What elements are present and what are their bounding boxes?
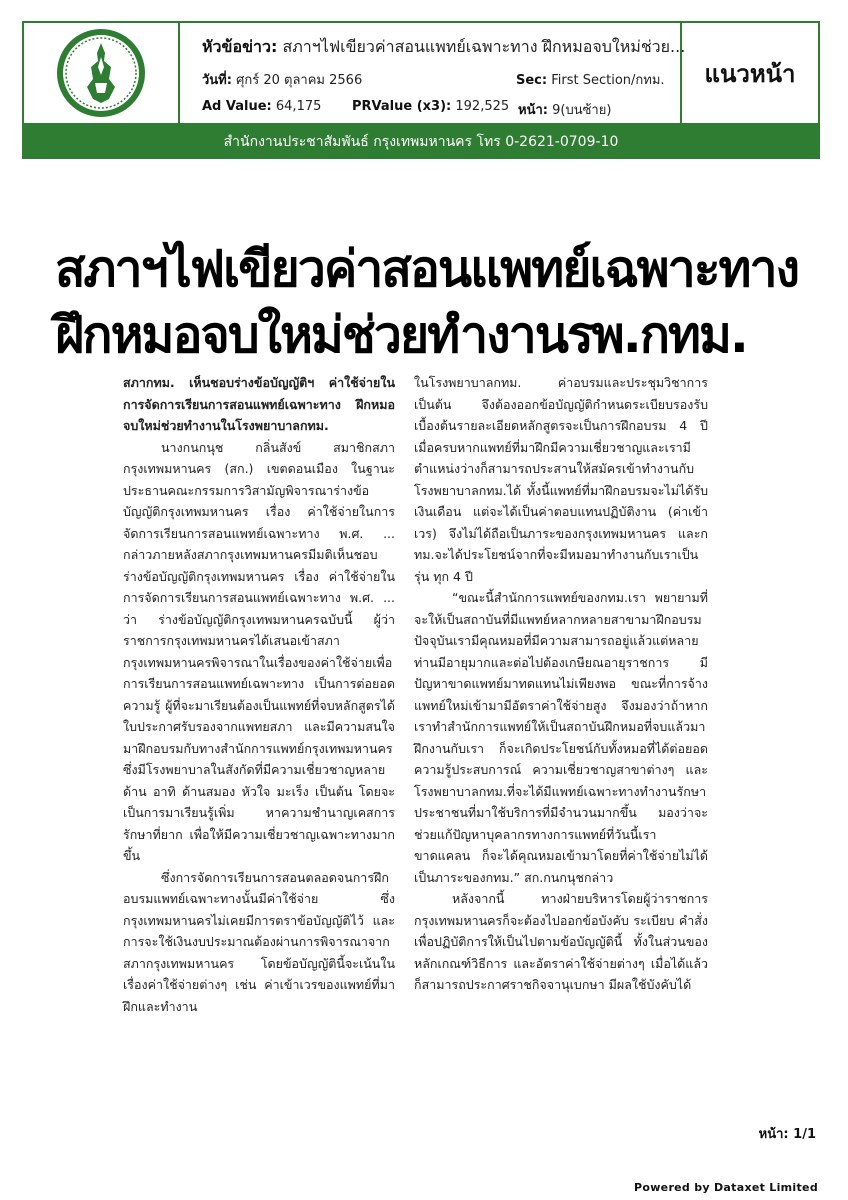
news-title-row: หัวข้อข่าว: สภาฯไฟเขียวค่าสอนแพทย์เฉพาะทาง ฝึกหมอจบใหม่ช่วย... <box>202 37 686 56</box>
page-value: 9(บนซ้าย) <box>552 103 612 118</box>
clipping-header <box>22 21 820 125</box>
article-lead: สภากทม. เห็นชอบร่างข้อบัญญัติฯ ค่าใช้จ่ายในการจัดการเรียนการสอนแพทย์เฉพาะทาง ฝึกหมอจบใหม่ช่วยทำงานในโรงพยาบาลกทม. <box>123 375 395 433</box>
article-paragraph: หลังจากนี้ ทางฝ่ายบริหารโดยผู้ว่าราชการกรุงเทพมหานครก็จะต้องไปออกข้อบังคับ ระเบียบ คำสั่ง เพื่อปฏิบัติการให้เป็นไปตามข้อบัญญัตินี้ ทั้งในส่วนของหลักเกณฑ์วิธีการ และอัตราค่าใช้จ่ายต่างๆ เมื่อได้แล้วก็สามารถประกาศราชกิจจานุเบกษา มีผลใช้บังคับได้ <box>414 891 708 992</box>
date-row: วันที่: ศุกร์ 20 ตุลาคม 2566 <box>202 73 363 88</box>
powered-by: Powered by Dataxet Limited <box>634 1181 818 1194</box>
news-title: สภาฯไฟเขียวค่าสอนแพทย์เฉพาะทาง ฝึกหมอจบใหม่ช่วย... <box>282 37 686 56</box>
headline-line-2: ฝึกหมอจบใหม่ช่วยทำงานรพ.กทม. <box>55 306 747 364</box>
ad-value: 64,175 <box>275 99 322 114</box>
section-row: Sec: First Section/กทม. <box>516 73 665 88</box>
logo-cell <box>24 23 180 123</box>
pr-value: 192,525 <box>455 99 510 114</box>
office-banner: สำนักงานประชาสัมพันธ์ กรุงเทพมหานคร โทร 0-2621-0709-10 <box>22 125 820 159</box>
news-section: First Section/กทม. <box>551 73 665 88</box>
pr-value-row: PRValue (x3): 192,525 <box>352 99 510 114</box>
headline-line-1: สภาฯไฟเขียวค่าสอนแพทย์เฉพาะทาง <box>55 240 798 298</box>
article-paragraph: ในโรงพยาบาลกทม. ค่าอบรมและประชุมวิชาการ เป็นต้น จึงต้องออกข้อบัญญัติกำหนดระเบียบรองรับ เบื้องต้นรายละเอียดหลักสูตรจะเป็นการฝึกอบรม 4 ปี เมื่อครบหากแพทย์ที่มาฝึกมีความเชี่ยวชาญและเรามีตำแหน่งว่างก็สามารถประสานให้สมัครเข้าทำงานกับโรงพยาบาลกทม.ได้ ทั้งนี้แพทย์ที่มาฝึกอบรมจะไม่ได้รับเงินเดือน แต่จะได้เป็นค่าตอบแทนปฏิบัติงาน (ค่าเข้าเวร) จึงไม่ได้ถือเป็นภาระของกรุงเทพมหานคร และกทม.จะได้ประโยชน์จากที่จะมีหมอมาทำงานกับเราเป็นรุ่น ทุก 4 ปี <box>414 375 708 584</box>
article-column-right <box>414 372 708 996</box>
page-indicator: หน้า: 1/1 <box>758 1127 816 1142</box>
article-paragraph: นางกนกนุช กลิ่นสังข์ สมาชิกสภากรุงเทพมหานคร (สก.) เขตดอนเมือง ในฐานะประธานคณะกรรมการวิสามัญพิจารณาร่างข้อบัญญัติกรุงเทพมหานคร เรื่อง ค่าใช้จ่ายในการจัดการเรียนการสอนแพทย์เฉพาะทาง พ.ศ. ... กล่าวภายหลังสภากรุงเทพมหานครมีมติเห็นชอบร่างข้อบัญญัติกรุงเทพมหานคร เรื่อง ค่าใช้จ่ายในการจัดการเรียนการสอนแพทย์เฉพาะทาง พ.ศ. ... ว่า ร่างข้อบัญญัติกรุงเทพมหานครฉบับนี้ ผู้ว่าราชการกรุงเทพมหานครได้เสนอเข้าสภากรุงเทพมหานครพิจารณาในเรื่องของค่าใช้จ่ายเพื่อการเรียนการสอนแพทย์เฉพาะทาง เป็นการต่อยอดความรู้ ผู้ที่จะมาเรียนต้องเป็นแพทย์ที่จบหลักสูตรได้ใบประกาศรับรองจากแพทยสภา และมีความสนใจมาฝึกอบรมกับทางสำนักการแพทย์กรุงเทพมหานคร ซึ่งมีโรงพยาบาลในสังกัดที่มีความเชี่ยวชาญหลายด้าน อาทิ ด้านสมอง หัวใจ มะเร็ง เป็นต้น โดยจะเป็นการมาเรียนรู้เพิ่ม หาความชำนาญเคสการรักษาที่ยาก เพื่อให้มีความเชี่ยวชาญเฉพาะทางมากขึ้น <box>123 439 395 863</box>
page-row: หน้า: 9(บนซ้าย) <box>518 103 612 118</box>
news-date: ศุกร์ 20 ตุลาคม 2566 <box>236 73 363 88</box>
clipping-info <box>194 29 694 121</box>
bangkok-seal-icon <box>55 27 147 119</box>
ad-value-row: Ad Value: 64,175 <box>202 99 322 114</box>
publication-name: แนวหน้า <box>680 23 818 123</box>
article-headline <box>55 236 815 368</box>
article-paragraph: ซึ่งการจัดการเรียนการสอนตลอดจนการฝึกอบรมแพทย์เฉพาะทางนั้นมีค่าใช้จ่าย ซึ่งกรุงเทพมหานครไม่เคยมีการตราข้อบัญญัติไว้ และการจะใช้เงินงบประมาณต้องผ่านการพิจารณาจากสภากรุงเทพมหานคร โดยข้อบัญญัตินี้จะเน้นในเรื่องค่าใช้จ่ายต่างๆ เช่น ค่าเข้าเวรของแพทย์ที่มาฝึกและทำงาน <box>123 869 395 1014</box>
article-quote: “ขณะนี้สำนักการแพทย์ของกทม.เรา พยายามที่จะให้เป็นสถาบันที่มีแพทย์หลากหลายสาขามาฝึกอบรม ปัจจุบันเรามีคุณหมอที่มีความสามารถอยู่แล้วแต่หลายท่านมีอายุมากและต่อไปต้องเกษียณอายุราชการ มีปัญหาขาดแพทย์มาทดแทนไม่เพียงพอ ขณะที่การจ้างแพทย์ใหม่เข้ามามีอัตราค่าใช้จ่ายสูง จึงมองว่าถ้าหากเราทำสำนักการแพทย์ให้เป็นสถาบันฝึกหมอที่จบแล้วมาฝึกงานกับเรา ก็จะเกิดประโยชน์กับทั้งหมอที่ได้ต่อยอดความรู้ประสบการณ์ ความเชี่ยวชาญสาขาต่างๆ และโรงพยาบาลกทม.ที่จะได้มีแพทย์เฉพาะทางทำงานรักษาประชาชนที่มาใช้บริการที่มีจำนวนมากขึ้น มองว่าจะช่วยแก้ปัญหาบุคลากรทางการแพทย์ที่วันนี้เราขาดแคลน ก็จะได้คุณหมอเข้ามาโดยที่ค่าใช้จ่ายไม่ได้เป็นภาระของกทม.” สก.กนกนุชกล่าว <box>414 590 708 885</box>
article-column-left <box>123 372 395 1017</box>
